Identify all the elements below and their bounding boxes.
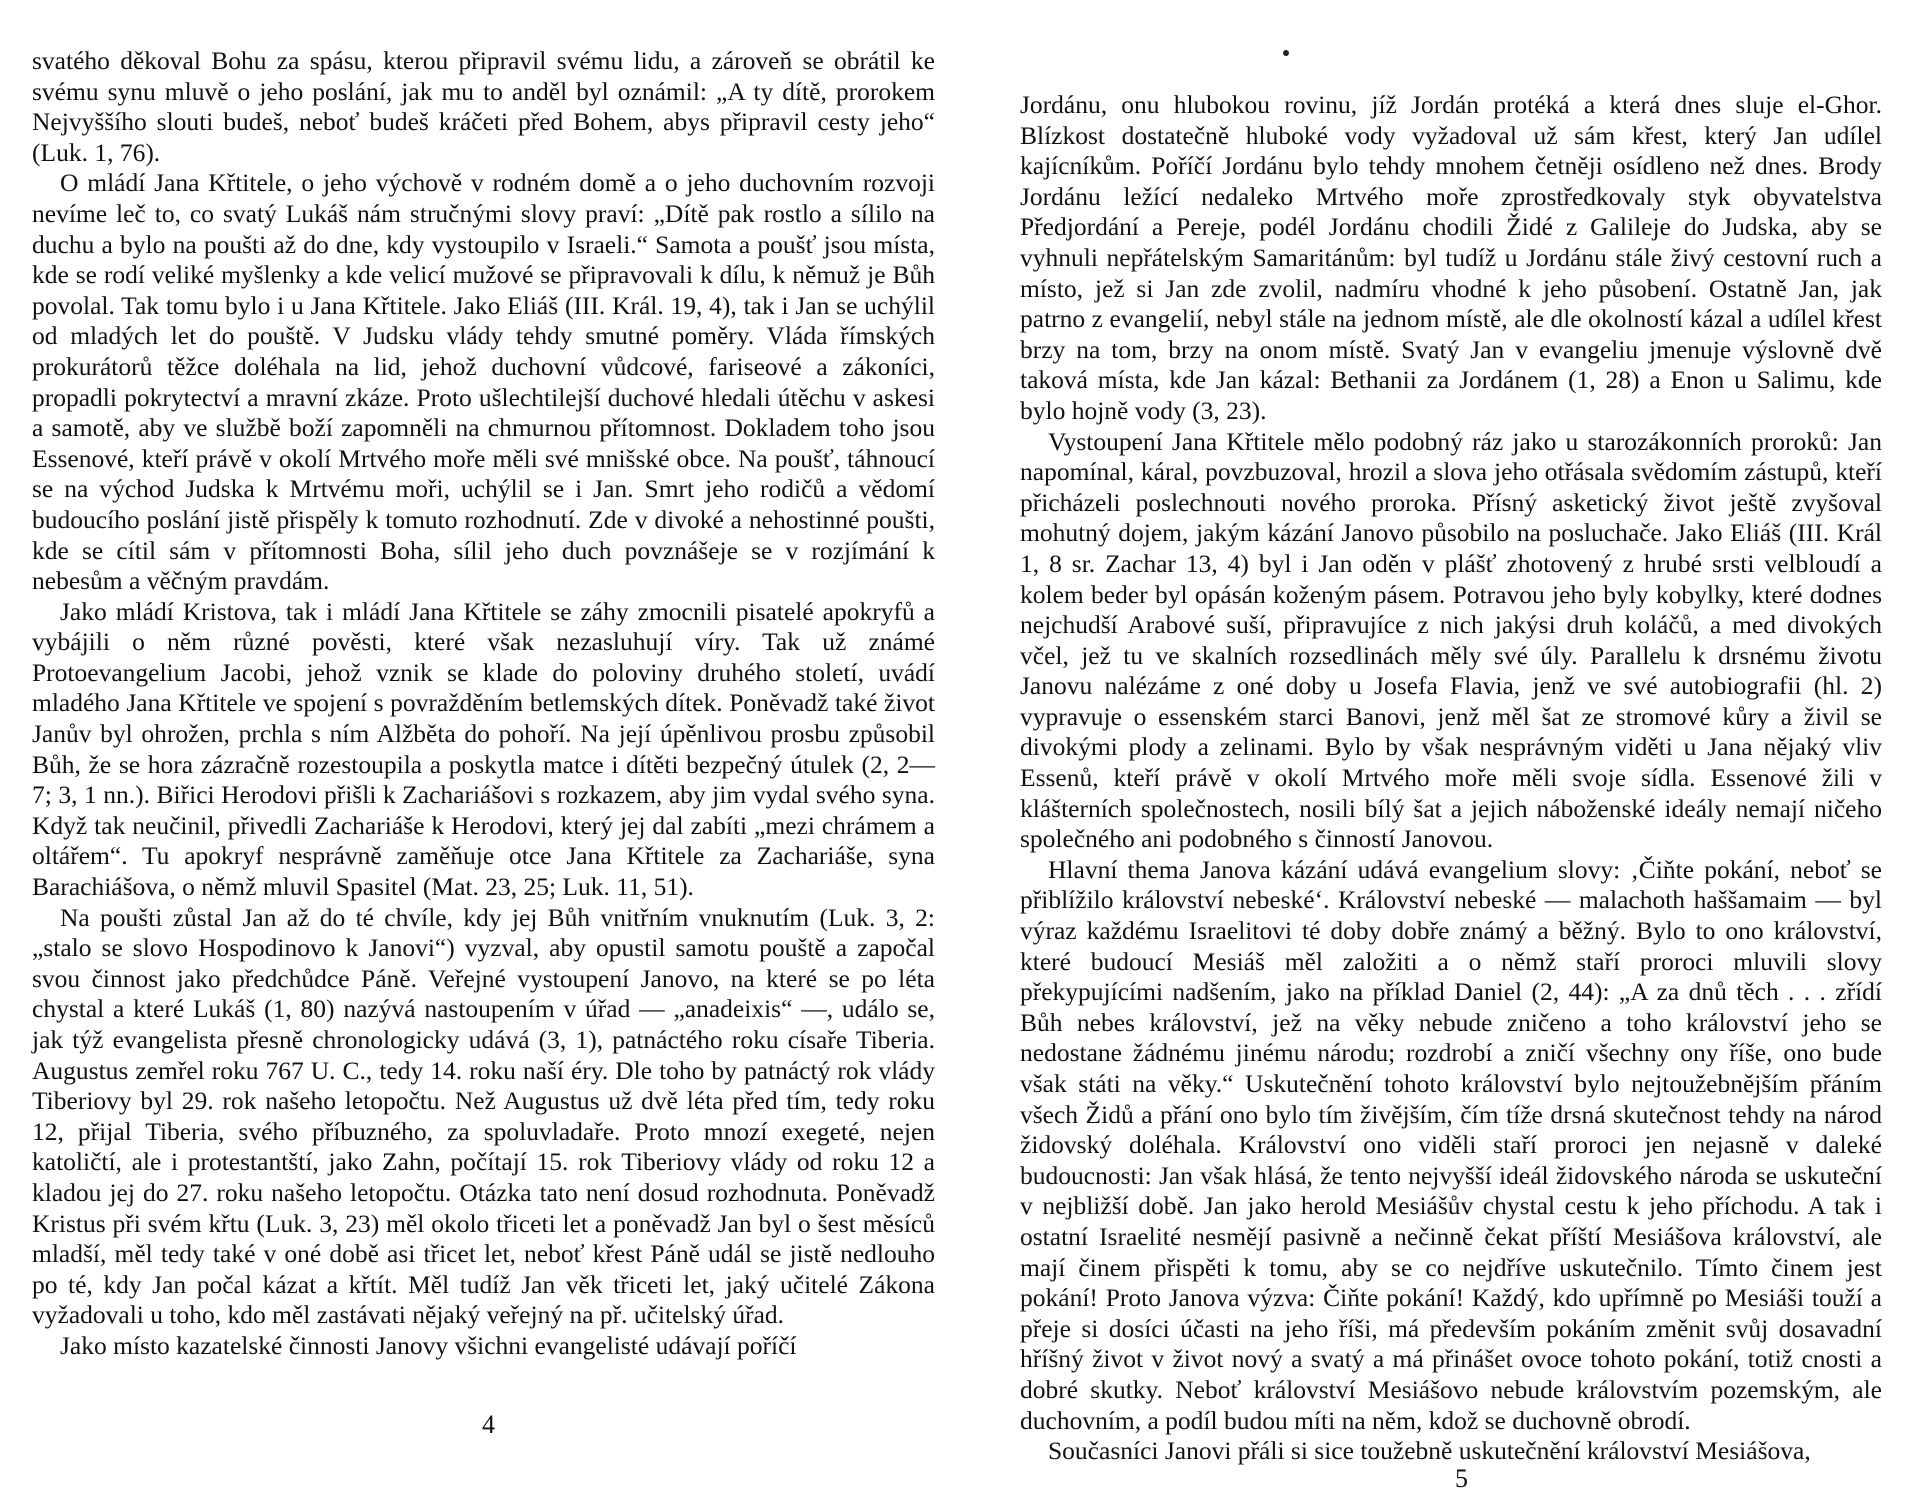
left-page-body — [32, 46, 935, 1362]
left-paragraph-3: Jako mládí Kristova, tak i mládí Jana Křtitele se záhy zmocnili pisatelé apokryfů a vybájili o něm různé pověsti, které však nezasluhují víry. Tak už známé Protoevangelium Jacobi, jehož vznik se klade do poloviny druhého století, uvádí mladého Jana Křtitele ve spojení s povražděním betlemských dítek. Poněvadž také život Janův byl ohrožen, prchla s ním Alžběta do pohoří. Na její úpěnlivou prosbu způsobil Bůh, že se hora zázračně rozestoupila a poskytla matce i dítěti bezpečný útulek (2, 2—7; 3, 1 nn.). Biřici Herodovi přišli k Zachariášovi s rozkazem, aby jim vydal svého syna. Když tak neučinil, přivedli Zachariáše k Herodovi, který jej dal zabíti „mezi chrámem a oltářem“. Tu apokryf nesprávně zaměňuje otce Jana Křtitele za Zachariáše, syna Barachiášova, o němž mluvil Spasitel (Mat. 23, 25; Luk. 11, 51). — [32, 596, 935, 902]
right-page-number: 5 — [1455, 1464, 1468, 1493]
right-paragraph-1: Jordánu, onu hlubokou rovinu, jíž Jordán protéká a která dnes sluje el-Ghor. Blízkost dostatečně hluboké vody vyžadoval už sám křest, který Jan udílel kajícníkům. Poříčí Jordánu bylo tehdy mnohem četněji osídleno než dnes. Brody Jordánu ležící nedaleko Mrtvého moře zprostředkovaly styk obyvatelstva Předjordání a Pereje, podél Jordánu chodili Židé z Galileje do Judska, aby se vyhnuli nepřátelským Samaritánům: byl tudíž u Jordánu stále živý cestovní ruch a místo, jež si Jan zde zvolil, nadmíru vhodné k jeho působení. Ostatně Jan, jak patrno z evangelií, nebyl stále na jednom místě, ale dle okolností kázal a udílel křest brzy na tom, brzy na onom místě. Svatý Jan v evangeliu jmenuje výslovně dvě taková místa, kde Jan kázal: Bethanii za Jordánem (1, 28) a Enon u Salimu, kde bylo hojně vody (3, 23). — [1020, 90, 1882, 425]
left-paragraph-5: Jako místo kazatelské činnosti Janovy všichni evangelisté udávají poříčí — [60, 1330, 797, 1360]
right-paragraph-3: Hlavní thema Janova kázání udává evangelium slovy: ‚Čiňte pokání, neboť se přiblížilo království nebeské‘. Království nebeské — malachoth haššamaim — byl výraz každému Israelitovi té doby dobře známý a běžný. Bylo to ono království, které budoucí Mesiáš měl založiti a o němž staří proroci mluvili slovy překypujícími nadšením, jako na příklad Daniel (2, 44): „A za dnů těch . . . zřídí Bůh nebes království, jež na věky nebude zničeno a toho království jeho se nedostane žádnému jinému národu; rozdrobí a zničí všechny ony říše, ono bude však státi na věky.“ Uskutečnění tohoto království bylo nejtoužebnějším přáním všech Židů a přání ono bylo tím živějším, čím tíže drsná skutečnost tehdy na národ židovský doléhala. Království ono viděli staří proroci jen nejasně v daleké budoucnosti: Jan však hlásá, že tento nejvyšší ideál židovského národa se uskuteční v nejbližší době. Jan jako herold Mesiášův chystal cestu k jeho příchodu. A tak i ostatní Israelité nesmějí pasivně a nečinně čekat příští Mesiášova království, ale mají činem přispěti k tomu, aby se co nejdříve uskutečnilo. Tímto činem jest pokání! Proto Janova výzva: Čiňte pokání! Každý, kdo upřímně po Mesiáši touží a přeje si dosíci účasti na jeho říši, má především pokáním změnit svůj dosavadní hříšný život v život nový a svatý a má přinášet ovoce tohoto pokání, totiž cnosti a dobré skutky. Neboť království Mesiášovo nebude královstvím pozemským, ale duchovním, a podíl budou míti na něm, kdož se duchovně obrodí. — [1020, 854, 1882, 1435]
right-paragraph-4: Současníci Janovi přáli si sice toužebně uskutečnění království Mesiášova, — [1048, 1436, 1811, 1466]
left-paragraph-2: O mládí Jana Křtitele, o jeho výchově v rodném domě a o jeho duchovním rozvoji nevíme leč to, co svatý Lukáš nám stručnými slovy praví: „Dítě pak rostlo a sílilo na duchu a bylo na poušti až do dne, kdy vystoupilo v Israeli.“ Samota a poušť jsou místa, kde se rodí veliké myšlenky a kde velicí mužové se připravovali k dílu, k němuž je Bůh povolal. Tak tomu bylo i u Jana Křtitele. Jako Eliáš (III. Král. 19, 4), tak i Jan se uchýlil od mladých let do pouště. V Judsku vlády tehdy smutné poměry. Vláda římských prokurátorů těžce doléhala na lid, jehož duchovní vůdcové, fariseové a zákoníci, propadli pokrytectví a mravní zkáze. Proto ušlechtilejší duchové hledali útěchu v askesi a samotě, aby ve službě boží zapomněli na chmurnou přítomnost. Dokladem toho jsou Essenové, kteří právě v okolí Mrtvého moře měli své mnišské obce. Na poušť, táhnoucí se na východ Judska k Mrtvému moři, uchýlil se i Jan. Smrt jeho rodičů a vědomí budoucího poslání jistě přispěly k tomuto rozhodnutí. Zde v divoké a nehostinné poušti, kde se cítil sám v přítomnosti Boha, sílil jeho duch povznášeje se v rozjímání k nebesům a věčným pravdám. — [32, 168, 935, 596]
right-paragraph-2: Vystoupení Jana Křtitele mělo podobný ráz jako u starozákonních proroků: Jan napomínal, káral, povzbuzoval, hrozil a slova jeho otřásala svědomím zástupů, kteří přicházeli poslechnouti nového proroka. Přísný asketický život ještě zvyšoval mohutný dojem, jakým kázání Janovo působilo na posluchače. Jako Eliáš (III. Král 1, 8 sr. Zachar 13, 4) byl i Jan oděn v plášť zhotovený z hrubé srsti velbloudí a kolem beder byl opásán koženým pásem. Potravou jeho byly kobylky, které dodnes nejchudší Arabové suší, připravujíce z nich jakýsi druh koláčů, a med divokých včel, jež tu ve skalních rozsedlinách měly své úly. Parallelu k drsnému životu Janovu nalézáme z oné doby u Josefa Flavia, jenž ve své autobiografii (hl. 2) vypravuje o essenském starci Banovi, jenž měl šat ze stromové kůry a živil se divokými plody a zelinami. Bylo by však nesprávným viděti u Jana nějaký vliv Essenů, kteří právě v okolí Mrtvého moře měli svoje sídla. Essenové žili v klášterních společnostech, nosili bílý šat a jejich náboženské ideály nemají ničeho společného ani podobného s činností Janovou. — [1020, 426, 1882, 854]
right-page-body — [1020, 90, 1882, 1467]
printer-dot-mark — [1283, 50, 1289, 56]
left-page-number: 4 — [482, 1410, 495, 1439]
left-paragraph-4: Na poušti zůstal Jan až do té chvíle, kdy jej Bůh vnitřním vnuknutím (Luk. 3, 2: „stalo se slovo Hospodinovo k Janovi“) vyzval, aby opustil samotu pouště a započal svou činnost jako předchůdce Páně. Veřejné vystoupení Janovo, na které se po léta chystal a které Lukáš (1, 80) nazývá nastoupením v úřad — „anadeixis“ —, událo se, jak týž evangelista přesně chronologicky udává (3, 1), patnáctého roku císaře Tiberia. Augustus zemřel roku 767 U. C., tedy 14. roku naší éry. Dle toho by patnáctý rok vlády Tiberiovy byl 29. rok našeho letopočtu. Než Augustus už dvě léta před tím, tedy roku 12, přijal Tiberia, svého příbuzného, za spoluvladaře. Proto mnozí exegeté, nejen katoličtí, ale i protestantští, jako Zahn, počítají 15. rok Tiberiovy vlády od roku 12 a kladou jej do 27. roku našeho letopočtu. Otázka tato není dosud rozhodnuta. Poněvadž Kristus při svém křtu (Luk. 3, 23) měl okolo třiceti let a poněvadž Jan byl o šest měsíců mladší, měl tedy také v oné době asi třicet let, neboť křest Páně udál se jistě nedlouho po té, kdy Jan počal kázat a křtít. Měl tudíž Jan věk třiceti let, jaký učitelé Zákona vyžadovali u toho, kdo měl zastávati nějaký veřejný na př. učitelský úřad. — [32, 902, 935, 1330]
left-paragraph-1: svatého děkoval Bohu za spásu, kterou připravil svému lidu, a zároveň se obrátil ke svému synu mluvě o jeho poslání, jak mu to anděl byl oznámil: „A ty dítě, prorokem Nejvyššího slouti budeš, neboť budeš kráčeti před Bohem, abys připravil cesty jeho“ (Luk. 1, 76). — [32, 46, 935, 167]
